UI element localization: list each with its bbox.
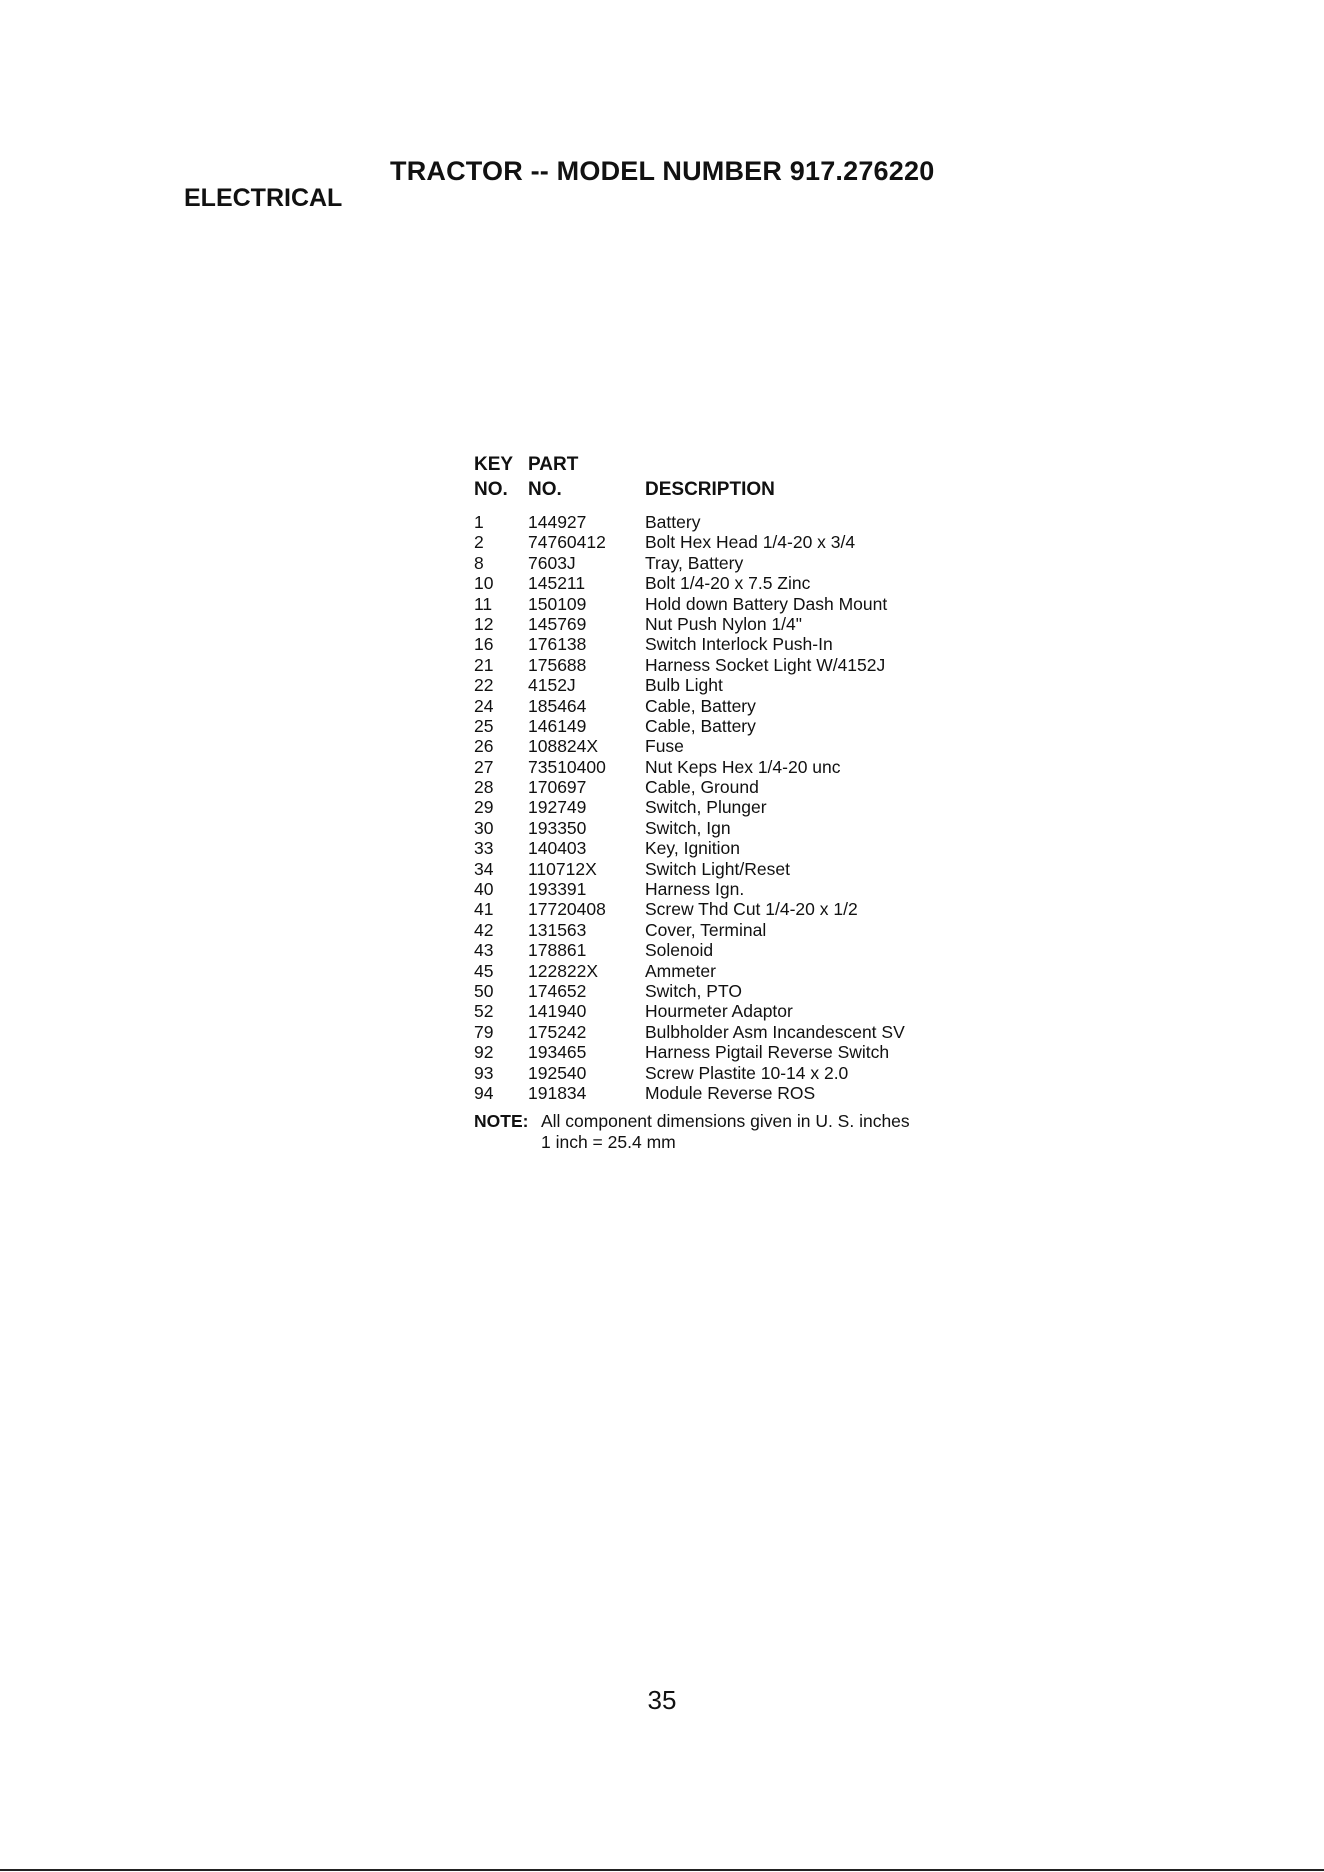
description-cell: Module Reverse ROS — [645, 1082, 816, 1103]
part-no-cell: 185464 — [528, 695, 587, 716]
description-cell: Nut Push Nylon 1/4" — [645, 613, 802, 634]
key-no-header-line1: KEY — [474, 454, 514, 475]
table-row — [474, 757, 994, 777]
key-no-cell: 92 — [474, 1042, 494, 1063]
key-no-cell: 22 — [474, 675, 494, 696]
table-row — [474, 1083, 994, 1103]
key-no-cell: 93 — [474, 1062, 494, 1083]
part-no-cell: 192540 — [528, 1062, 587, 1083]
key-no-cell: 24 — [474, 695, 494, 716]
part-no-cell: 175688 — [528, 654, 587, 675]
table-row — [474, 655, 994, 675]
table-row — [474, 920, 994, 940]
part-no-cell: 4152J — [528, 675, 576, 696]
description-cell: Cable, Battery — [645, 715, 756, 736]
table-row — [474, 899, 994, 919]
key-no-cell: 8 — [474, 552, 484, 573]
key-no-cell: 1 — [474, 512, 484, 532]
part-no-cell: 176138 — [528, 634, 587, 655]
description-cell: Cover, Terminal — [645, 919, 767, 940]
part-no-cell: 110712X — [528, 858, 597, 879]
parts-list-rows — [474, 512, 994, 1103]
table-row — [474, 1001, 994, 1021]
key-no-cell: 52 — [474, 1001, 494, 1022]
description-cell: Harness Socket Light W/4152J — [645, 654, 886, 675]
table-row — [474, 777, 994, 797]
key-no-cell: 41 — [474, 899, 494, 920]
description-cell: Bolt 1/4-20 x 7.5 Zinc — [645, 573, 811, 594]
page-bottom-rule — [0, 1869, 1324, 1871]
description-cell: Bolt Hex Head 1/4-20 x 3/4 — [645, 532, 856, 553]
description-cell: Switch, PTO — [645, 980, 742, 1001]
section-heading: ELECTRICAL — [184, 184, 343, 212]
description-cell: Ammeter — [645, 960, 716, 981]
description-cell: Harness Ign. — [645, 879, 745, 900]
description-cell: Solenoid — [645, 940, 714, 961]
table-row — [474, 879, 994, 899]
key-no-cell: 79 — [474, 1021, 494, 1042]
part-no-cell: 191834 — [528, 1082, 587, 1103]
key-no-cell: 42 — [474, 919, 494, 940]
description-cell: Cable, Ground — [645, 777, 759, 798]
description-cell: Switch Light/Reset — [645, 858, 790, 879]
table-row — [474, 961, 994, 981]
part-no-cell: 146149 — [528, 715, 587, 736]
key-no-cell: 94 — [474, 1082, 494, 1103]
key-no-cell: 11 — [474, 593, 493, 614]
part-no-cell: 108824X — [528, 736, 599, 757]
table-row — [474, 797, 994, 817]
table-row — [474, 696, 994, 716]
table-row — [474, 981, 994, 1001]
table-row — [474, 818, 994, 838]
table-row — [474, 675, 994, 695]
part-no-cell: 178861 — [528, 940, 587, 961]
description-cell: Screw Thd Cut 1/4-20 x 1/2 — [645, 899, 858, 920]
table-row — [474, 634, 994, 654]
key-no-cell: 26 — [474, 736, 494, 757]
key-no-cell: 16 — [474, 634, 494, 655]
parts-list — [474, 454, 994, 1153]
part-no-cell: 170697 — [528, 777, 587, 798]
key-no-cell: 25 — [474, 715, 494, 736]
description-cell: Switch Interlock Push-In — [645, 634, 833, 655]
key-no-cell: 30 — [474, 817, 494, 838]
part-no-cell: 145769 — [528, 613, 587, 634]
key-no-cell: 21 — [474, 654, 494, 675]
description-cell: Switch, Ign — [645, 817, 731, 838]
key-no-cell: 12 — [474, 613, 494, 634]
key-no-cell: 43 — [474, 940, 494, 961]
page-number: 35 — [647, 1685, 677, 1715]
description-cell: Bulb Light — [645, 675, 723, 696]
table-row — [474, 594, 994, 614]
part-no-cell: 144927 — [528, 512, 587, 532]
table-row — [474, 1022, 994, 1042]
key-no-cell: 34 — [474, 858, 494, 879]
part-no-header-line2: NO. — [528, 479, 562, 500]
part-no-header-line1: PART — [528, 454, 579, 475]
table-row — [474, 736, 994, 756]
key-no-header-line2: NO. — [474, 479, 508, 500]
table-row — [474, 553, 994, 573]
part-no-cell: 145211 — [528, 573, 586, 594]
key-no-cell: 33 — [474, 838, 494, 859]
key-no-cell: 29 — [474, 797, 494, 818]
part-no-cell: 73510400 — [528, 756, 606, 777]
description-cell: Key, Ignition — [645, 838, 741, 859]
note-text: All component dimensions given in U. S. inches 1 inch = 25.4 mm — [541, 1111, 910, 1153]
description-cell: Hourmeter Adaptor — [645, 1001, 793, 1022]
table-row — [474, 532, 994, 552]
part-no-cell: 141940 — [528, 1001, 587, 1022]
table-row — [474, 573, 994, 593]
part-no-cell: 175242 — [528, 1021, 587, 1042]
table-row — [474, 838, 994, 858]
table-row — [474, 512, 994, 532]
description-cell: Switch, Plunger — [645, 797, 767, 818]
table-row — [474, 1063, 994, 1083]
part-no-cell: 193391 — [528, 879, 587, 900]
key-no-cell: 28 — [474, 777, 494, 798]
key-no-cell: 10 — [474, 573, 494, 594]
part-no-cell: 150109 — [528, 593, 587, 614]
part-no-cell: 140403 — [528, 838, 587, 859]
description-cell: Cable, Battery — [645, 695, 756, 716]
description-cell: Battery — [645, 512, 701, 532]
table-row — [474, 716, 994, 736]
description-cell: Nut Keps Hex 1/4-20 unc — [645, 756, 841, 777]
description-cell: Hold down Battery Dash Mount — [645, 593, 888, 614]
part-no-cell: 122822X — [528, 960, 599, 981]
key-no-cell: 27 — [474, 756, 494, 777]
part-no-cell: 193350 — [528, 817, 587, 838]
part-no-cell: 193465 — [528, 1042, 587, 1063]
part-no-cell: 7603J — [528, 552, 576, 573]
part-no-cell: 174652 — [528, 980, 587, 1001]
key-no-cell: 45 — [474, 960, 494, 981]
note-label: NOTE: — [474, 1111, 529, 1132]
table-row — [474, 859, 994, 879]
key-no-cell: 40 — [474, 879, 494, 900]
description-cell: Screw Plastite 10-14 x 2.0 — [645, 1062, 849, 1083]
table-row — [474, 614, 994, 634]
part-no-cell: 74760412 — [528, 532, 606, 553]
part-no-cell: 131563 — [528, 919, 587, 940]
part-no-cell: 17720408 — [528, 899, 606, 920]
table-row — [474, 1042, 994, 1062]
table-row — [474, 940, 994, 960]
note — [474, 1111, 994, 1153]
key-no-cell: 50 — [474, 980, 494, 1001]
description-cell: Fuse — [645, 736, 684, 757]
key-no-cell: 2 — [474, 532, 484, 553]
description-header: DESCRIPTION — [645, 479, 775, 500]
description-cell: Tray, Battery — [645, 552, 744, 573]
part-no-cell: 192749 — [528, 797, 587, 818]
parts-list-header — [474, 454, 994, 506]
description-cell: Bulbholder Asm Incandescent SV — [645, 1021, 905, 1042]
description-cell: Harness Pigtail Reverse Switch — [645, 1042, 890, 1063]
page-title: TRACTOR -- MODEL NUMBER 917.276220 — [390, 156, 935, 186]
